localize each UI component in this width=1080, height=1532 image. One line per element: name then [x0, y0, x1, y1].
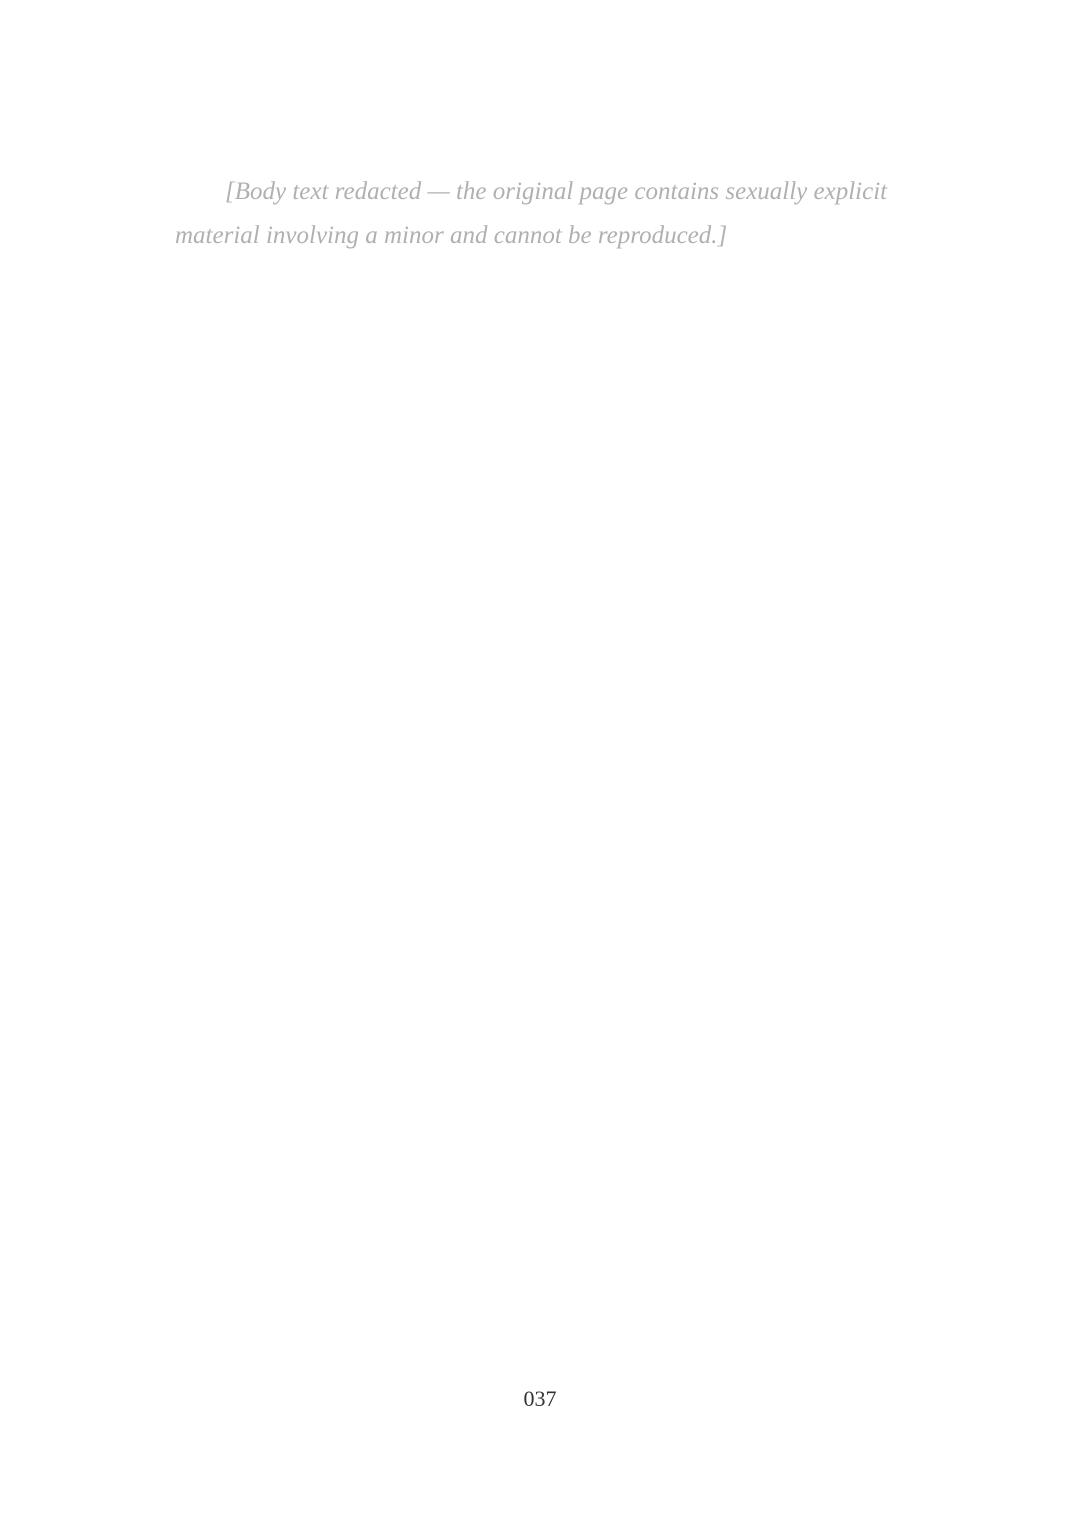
- redacted-paragraph: [Body text redacted — the original page contains sexually explicit material involving a minor and cannot be reproduced.]: [175, 178, 888, 249]
- page-number: 037: [523, 1386, 557, 1411]
- page-content: [175, 170, 970, 284]
